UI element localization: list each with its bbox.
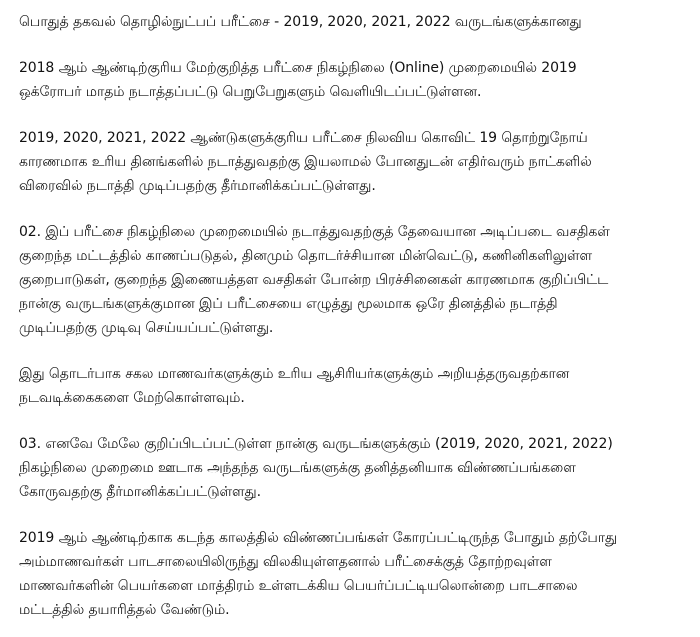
text-line: மட்டத்தில் தயாரித்தல் வேண்டும். (19, 602, 230, 618)
text-line: பொதுத் தகவல் தொழில்நுட்பப் பரீட்சை - 2019, 2020, 2021, 2022 வருடங்களுக்கானது (19, 14, 582, 30)
text-line: இது தொடர்பாக சகல மாணவர்களுக்கும் உரிய ஆசிரியர்களுக்கும் அறியத்தருவதற்கான (19, 366, 570, 382)
paragraph-gap (19, 340, 689, 362)
text-line: குறைபாடுகள், குறைந்த இணையத்தள வசதிகள் போன்ற பிரச்சினைகள் காரணமாக குறிப்பிட்ட (19, 272, 609, 288)
paragraph-section-03 (19, 432, 689, 504)
paragraph-online-2018 (19, 56, 689, 104)
text-line: நான்கு வருடங்களுக்குமான இப் பரீட்சையை எழுத்து மூலமாக ஒரே தினத்தில் நடாத்தி (19, 296, 558, 312)
paragraph-2019-applications (19, 526, 689, 622)
paragraph-gap (19, 410, 689, 432)
text-line: விரைவில் நடாத்தி முடிப்பதற்கு தீர்மானிக்கப்பட்டுள்ளது. (19, 178, 376, 194)
document-heading (19, 10, 689, 34)
paragraph-notify-students (19, 362, 689, 410)
text-line: நடவடிக்கைகளை மேற்கொள்ளவும். (19, 390, 245, 406)
paragraph-gap (19, 198, 689, 220)
text-line: குறைந்த மட்டத்தில் காணப்படுதல், தினமும் தொடர்ச்சியான மின்வெட்டு, கணினிகளிலுள்ள (19, 248, 593, 264)
text-line: காரணமாக உரிய தினங்களில் நடாத்துவதற்கு இயலாமல் போனதுடன் எதிர்வரும் நாட்களில் (19, 154, 592, 170)
text-line: 03. எனவே மேலே குறிப்பிடப்பட்டுள்ள நான்கு வருடங்களுக்கும் (2019, 2020, 2021, 2022) (19, 436, 613, 452)
text-line: மாணவர்களின் பெயர்களை மாத்திரம் உள்ளடக்கிய பெயர்ப்பட்டியலொன்றை பாடசாலை (19, 578, 578, 594)
text-line: அம்மாணவர்கள் பாடசாலையிலிருந்து விலகியுள்ளதனால் பரீட்சைக்குத் தோற்றவுள்ள (19, 554, 552, 570)
text-line: நிகழ்நிலை முறைமை ஊடாக அந்தந்த வருடங்களுக்கு தனித்தனியாக விண்ணப்பங்களை (19, 460, 576, 476)
text-line: 02. இப் பரீட்சை நிகழ்நிலை முறைமையில் நடாத்துவதற்குத் தேவையான அடிப்படை வசதிகள் (19, 224, 610, 240)
paragraph-gap (19, 504, 689, 526)
paragraph-gap (19, 34, 689, 56)
paragraph-covid-delay (19, 126, 689, 198)
paragraph-section-02 (19, 220, 689, 340)
paragraph-gap (19, 104, 689, 126)
text-line: முடிப்பதற்கு முடிவு செய்யப்பட்டுள்ளது. (19, 320, 274, 336)
document-body (19, 10, 689, 622)
text-line: 2019, 2020, 2021, 2022 ஆண்டுகளுக்குரிய பரீட்சை நிலவிய கொவிட் 19 தொற்றுநோய் (19, 130, 588, 146)
text-line: 2018 ஆம் ஆண்டிற்குரிய மேற்குறித்த பரீட்சை நிகழ்நிலை (Online) முறைமையில் 2019 (19, 60, 577, 76)
text-line: ஒக்ரோபர் மாதம் நடாத்தப்பட்டு பெறுபேறுகளும் வெளியிடப்பட்டுள்ளன. (19, 84, 482, 100)
text-line: கோருவதற்கு தீர்மானிக்கப்பட்டுள்ளது. (19, 484, 261, 500)
text-line: 2019 ஆம் ஆண்டிற்காக கடந்த காலத்தில் விண்ணப்பங்கள் கோரப்பட்டிருந்த போதும் தற்போது (19, 530, 618, 546)
